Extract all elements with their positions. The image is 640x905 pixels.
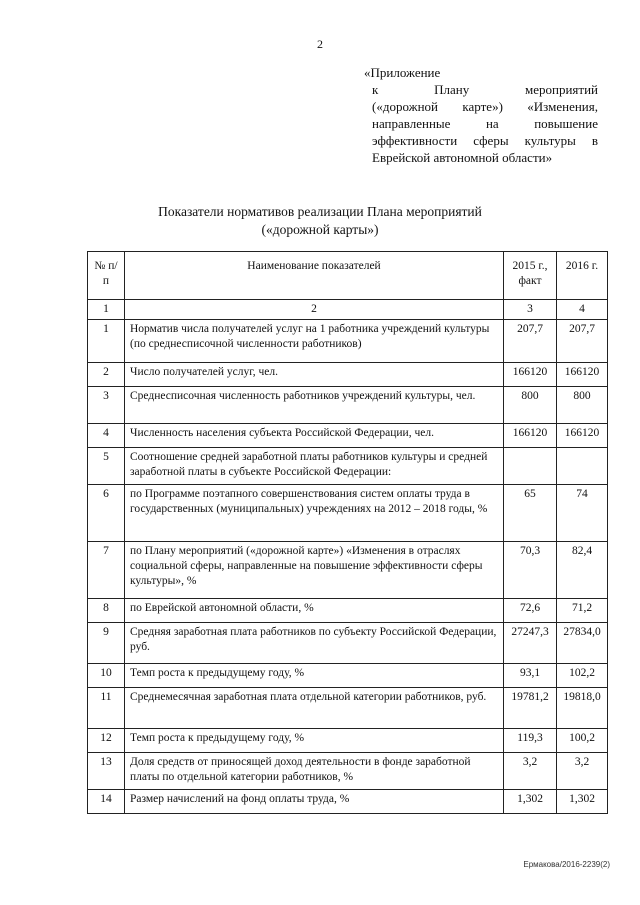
value-2015: 119,3: [504, 729, 557, 753]
appendix-line: Еврейской автономной области»: [372, 150, 553, 165]
table-row: [88, 387, 608, 424]
row-number: 3: [88, 387, 125, 424]
value-2016: 166120: [557, 424, 608, 448]
row-name: Доля средств от приносящей доход деятельности в фонде заработной платы по отдельной категории работников, %: [125, 753, 504, 790]
title-line-1: Показатели нормативов реализации Плана мероприятий: [158, 204, 482, 219]
row-name: Среднемесячная заработная плата отдельной категории работников, руб.: [125, 688, 504, 729]
row-name: по Еврейской автономной области, %: [125, 599, 504, 623]
value-2015: 93,1: [504, 664, 557, 688]
table-row: [88, 729, 608, 753]
table-row: [88, 320, 608, 363]
title-line-2: («дорожной карты»): [261, 222, 379, 237]
value-2016: [557, 448, 608, 485]
table-row: [88, 688, 608, 729]
footer-stamp: Ермакова/2016-2239(2): [523, 860, 610, 869]
appendix-line: «Приложение: [364, 65, 441, 80]
row-number: 6: [88, 485, 125, 542]
row-number: 11: [88, 688, 125, 729]
appendix-note: [364, 64, 598, 166]
value-2016: 102,2: [557, 664, 608, 688]
row-number: 2: [88, 363, 125, 387]
row-name: Норматив числа получателей услуг на 1 работника учреждений культуры (по среднесписочной численности работников): [125, 320, 504, 363]
column-numbers-row: [88, 300, 608, 320]
value-2016: 19818,0: [557, 688, 608, 729]
column-number: 4: [557, 300, 608, 320]
row-name: Число получателей услуг, чел.: [125, 363, 504, 387]
value-2016: 27834,0: [557, 623, 608, 664]
table-header-row: [88, 252, 608, 300]
row-number: 7: [88, 542, 125, 599]
value-2015: 27247,3: [504, 623, 557, 664]
row-name: Среднесписочная численность работников учреждений культуры, чел.: [125, 387, 504, 424]
row-number: 13: [88, 753, 125, 790]
value-2016: 82,4: [557, 542, 608, 599]
value-2015: 166120: [504, 424, 557, 448]
column-number: 3: [504, 300, 557, 320]
row-name: Средняя заработная плата работников по субъекту Российской Федерации, руб.: [125, 623, 504, 664]
value-2015: 3,2: [504, 753, 557, 790]
header-2015: 2015 г., факт: [504, 252, 557, 300]
value-2015: 166120: [504, 363, 557, 387]
row-number: 8: [88, 599, 125, 623]
value-2016: 207,7: [557, 320, 608, 363]
appendix-line: эффективности сферы культуры в: [372, 133, 598, 148]
row-name: Темп роста к предыдущему году, %: [125, 729, 504, 753]
row-name: Размер начислений на фонд оплаты труда, %: [125, 790, 504, 814]
table-body: [88, 320, 608, 814]
table-row: [88, 363, 608, 387]
appendix-line: к Плану мероприятий: [372, 82, 598, 97]
row-number: 4: [88, 424, 125, 448]
table-row: [88, 623, 608, 664]
value-2015: 207,7: [504, 320, 557, 363]
row-number: 12: [88, 729, 125, 753]
value-2016: 100,2: [557, 729, 608, 753]
header-number: № п/п: [88, 252, 125, 300]
column-number: 2: [125, 300, 504, 320]
value-2016: 1,302: [557, 790, 608, 814]
document-title: [0, 203, 640, 239]
table-row: [88, 485, 608, 542]
value-2015: 70,3: [504, 542, 557, 599]
row-number: 10: [88, 664, 125, 688]
header-2016: 2016 г.: [557, 252, 608, 300]
row-name: по Плану мероприятий («дорожной карте») «Изменения в отраслях социальной сферы, направленные на повышение эффективности сферы культуры», %: [125, 542, 504, 599]
indicators-table: [87, 251, 608, 814]
value-2015: 800: [504, 387, 557, 424]
appendix-line: направленные на повышение: [372, 116, 598, 131]
value-2016: 3,2: [557, 753, 608, 790]
table-row: [88, 790, 608, 814]
row-name: Темп роста к предыдущему году, %: [125, 664, 504, 688]
table-row: [88, 448, 608, 485]
row-number: 5: [88, 448, 125, 485]
value-2015: 72,6: [504, 599, 557, 623]
appendix-line: («дорожной карте») «Изменения,: [372, 99, 598, 114]
row-name: Соотношение средней заработной платы работников культуры и средней заработной платы в субъекте Российской Федерации:: [125, 448, 504, 485]
table-row: [88, 599, 608, 623]
page-number: 2: [317, 37, 323, 51]
row-name: Численность населения субъекта Российской Федерации, чел.: [125, 424, 504, 448]
value-2015: 65: [504, 485, 557, 542]
table-row: [88, 664, 608, 688]
value-2015: 1,302: [504, 790, 557, 814]
row-number: 14: [88, 790, 125, 814]
table-row: [88, 542, 608, 599]
table-row: [88, 753, 608, 790]
header-name: Наименование показателей: [125, 252, 504, 300]
value-2016: 166120: [557, 363, 608, 387]
row-name: по Программе поэтапного совершенствования систем оплаты труда в государственных (муниципальных) учреждениях на 2012 – 2018 годы, %: [125, 485, 504, 542]
column-number: 1: [88, 300, 125, 320]
value-2015: 19781,2: [504, 688, 557, 729]
row-number: 9: [88, 623, 125, 664]
value-2016: 71,2: [557, 599, 608, 623]
value-2015: [504, 448, 557, 485]
table-row: [88, 424, 608, 448]
value-2016: 800: [557, 387, 608, 424]
value-2016: 74: [557, 485, 608, 542]
row-number: 1: [88, 320, 125, 363]
